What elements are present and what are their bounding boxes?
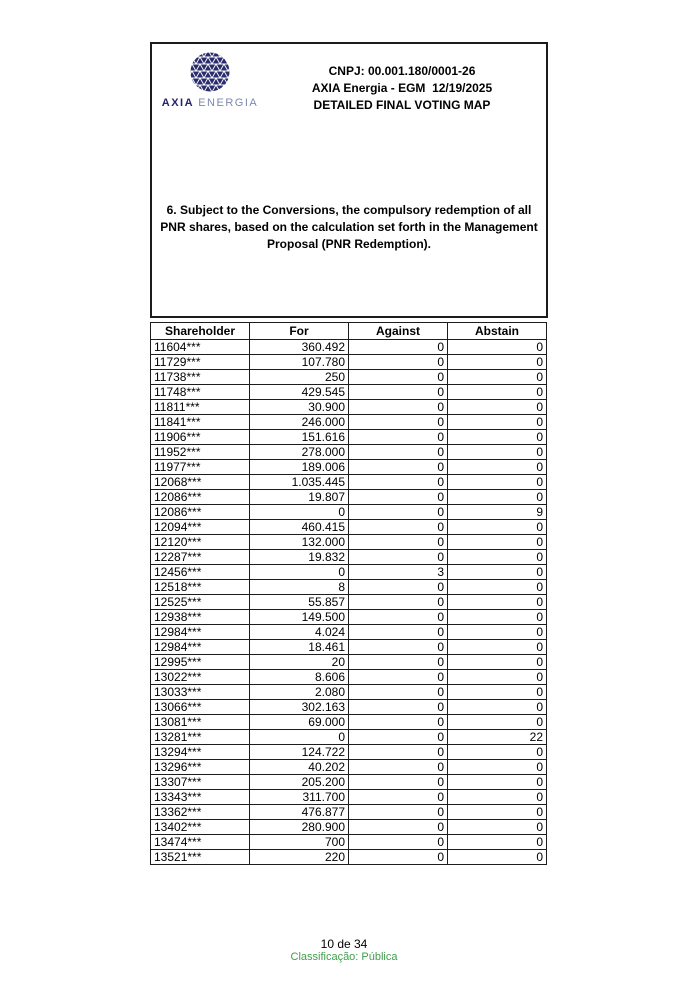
vote-count-cell: 30.900	[250, 400, 349, 415]
vote-count-cell: 0	[448, 340, 547, 355]
table-row	[151, 685, 547, 700]
sphere-logo-icon	[188, 50, 232, 94]
table-row	[151, 745, 547, 760]
table-row	[151, 520, 547, 535]
table-row	[151, 640, 547, 655]
vote-count-cell: 0	[349, 355, 448, 370]
vote-count-cell: 8	[250, 580, 349, 595]
vote-count-cell: 9	[448, 505, 547, 520]
vote-count-cell: 0	[349, 610, 448, 625]
vote-count-cell: 0	[448, 640, 547, 655]
table-row	[151, 475, 547, 490]
shareholder-cell: 11729***	[151, 355, 250, 370]
vote-count-cell: 0	[250, 505, 349, 520]
vote-count-cell: 280.900	[250, 820, 349, 835]
table-row	[151, 835, 547, 850]
vote-count-cell: 55.857	[250, 595, 349, 610]
table-row	[151, 355, 547, 370]
header-cnpj: CNPJ: 00.001.180/0001-26	[328, 64, 476, 78]
vote-count-cell: 0	[448, 565, 547, 580]
vote-count-cell: 132.000	[250, 535, 349, 550]
vote-count-cell: 0	[349, 640, 448, 655]
vote-count-cell: 22	[448, 730, 547, 745]
shareholder-cell: 12995***	[151, 655, 250, 670]
vote-count-cell: 0	[448, 805, 547, 820]
table-row	[151, 490, 547, 505]
shareholder-cell: 12287***	[151, 550, 250, 565]
table-row	[151, 415, 547, 430]
table-row	[151, 670, 547, 685]
vote-count-cell: 0	[349, 370, 448, 385]
vote-count-cell: 0	[349, 850, 448, 865]
vote-count-cell: 0	[349, 445, 448, 460]
shareholder-cell: 12984***	[151, 625, 250, 640]
vote-count-cell: 0	[349, 505, 448, 520]
vote-count-cell: 8.606	[250, 670, 349, 685]
shareholder-cell: 12094***	[151, 520, 250, 535]
table-row	[151, 340, 547, 355]
shareholder-cell: 11906***	[151, 430, 250, 445]
vote-count-cell: 40.202	[250, 760, 349, 775]
vote-count-cell: 0	[349, 805, 448, 820]
vote-count-cell: 0	[349, 820, 448, 835]
shareholder-cell: 13474***	[151, 835, 250, 850]
vote-count-cell: 0	[349, 760, 448, 775]
shareholder-cell: 11811***	[151, 400, 250, 415]
column-header: For	[250, 323, 349, 340]
vote-count-cell: 0	[349, 790, 448, 805]
table-row	[151, 505, 547, 520]
vote-count-cell: 0	[349, 715, 448, 730]
logo-word-secondary: ENERGIA	[198, 97, 259, 109]
voting-table-body	[151, 340, 547, 865]
table-header-row	[151, 323, 547, 340]
shareholder-cell: 13081***	[151, 715, 250, 730]
shareholder-cell: 11748***	[151, 385, 250, 400]
shareholder-cell: 13296***	[151, 760, 250, 775]
vote-count-cell: 0	[349, 415, 448, 430]
vote-count-cell: 0	[349, 460, 448, 475]
vote-count-cell: 0	[349, 670, 448, 685]
column-header: Shareholder	[151, 323, 250, 340]
vote-count-cell: 0	[349, 655, 448, 670]
vote-count-cell: 0	[349, 475, 448, 490]
vote-count-cell: 220	[250, 850, 349, 865]
shareholder-cell: 13066***	[151, 700, 250, 715]
vote-count-cell: 0	[448, 415, 547, 430]
shareholder-cell: 11952***	[151, 445, 250, 460]
shareholder-cell: 13281***	[151, 730, 250, 745]
vote-count-cell: 18.461	[250, 640, 349, 655]
table-row	[151, 625, 547, 640]
company-logo	[152, 44, 268, 109]
vote-count-cell: 0	[448, 460, 547, 475]
table-row	[151, 445, 547, 460]
table-row	[151, 700, 547, 715]
vote-count-cell: 429.545	[250, 385, 349, 400]
table-row	[151, 400, 547, 415]
table-row	[151, 790, 547, 805]
vote-count-cell: 302.163	[250, 700, 349, 715]
vote-count-cell: 189.006	[250, 460, 349, 475]
vote-count-cell: 0	[349, 685, 448, 700]
vote-count-cell: 0	[349, 400, 448, 415]
logo-wordmark	[152, 97, 268, 109]
table-row	[151, 430, 547, 445]
vote-count-cell: 0	[448, 820, 547, 835]
shareholder-cell: 12518***	[151, 580, 250, 595]
vote-count-cell: 0	[448, 400, 547, 415]
vote-count-cell: 0	[349, 700, 448, 715]
vote-count-cell: 0	[349, 775, 448, 790]
table-row	[151, 760, 547, 775]
vote-count-cell: 0	[448, 775, 547, 790]
vote-count-cell: 0	[448, 625, 547, 640]
vote-count-cell: 0	[448, 790, 547, 805]
shareholder-cell: 11738***	[151, 370, 250, 385]
vote-count-cell: 0	[349, 340, 448, 355]
table-row	[151, 715, 547, 730]
shareholder-cell: 12086***	[151, 490, 250, 505]
vote-count-cell: 0	[448, 430, 547, 445]
shareholder-cell: 13307***	[151, 775, 250, 790]
vote-count-cell: 0	[448, 355, 547, 370]
header-text-block	[268, 44, 546, 114]
header-row	[152, 44, 546, 114]
table-row	[151, 730, 547, 745]
vote-count-cell: 0	[448, 610, 547, 625]
shareholder-cell: 12086***	[151, 505, 250, 520]
vote-count-cell: 19.807	[250, 490, 349, 505]
vote-count-cell: 0	[448, 520, 547, 535]
logo-word-primary: AXIA	[161, 97, 194, 109]
table-row	[151, 820, 547, 835]
vote-count-cell: 0	[448, 850, 547, 865]
vote-count-cell: 0	[349, 745, 448, 760]
vote-count-cell: 4.024	[250, 625, 349, 640]
vote-count-cell: 0	[448, 715, 547, 730]
shareholder-cell: 12456***	[151, 565, 250, 580]
vote-count-cell: 0	[349, 835, 448, 850]
proposal-text: 6. Subject to the Conversions, the compulsory redemption of all PNR shares, based on the calculation set forth in the Management Proposal (PNR Redemption).	[160, 203, 538, 251]
shareholder-cell: 12984***	[151, 640, 250, 655]
shareholder-cell: 12120***	[151, 535, 250, 550]
vote-count-cell: 0	[349, 595, 448, 610]
shareholder-cell: 13033***	[151, 685, 250, 700]
table-row	[151, 565, 547, 580]
classification-label: Classificação: Pública	[290, 951, 398, 963]
vote-count-cell: 0	[349, 520, 448, 535]
table-row	[151, 535, 547, 550]
vote-count-cell: 311.700	[250, 790, 349, 805]
header-box	[150, 42, 548, 318]
vote-count-cell: 0	[448, 745, 547, 760]
vote-count-cell: 0	[448, 385, 547, 400]
vote-count-cell: 0	[349, 430, 448, 445]
table-row	[151, 850, 547, 865]
shareholder-cell: 13343***	[151, 790, 250, 805]
vote-count-cell: 1.035.445	[250, 475, 349, 490]
vote-count-cell: 0	[349, 580, 448, 595]
vote-count-cell: 0	[448, 700, 547, 715]
vote-count-cell: 205.200	[250, 775, 349, 790]
shareholder-cell: 13294***	[151, 745, 250, 760]
shareholder-cell: 13521***	[151, 850, 250, 865]
column-header: Against	[349, 323, 448, 340]
vote-count-cell: 700	[250, 835, 349, 850]
vote-count-cell: 0	[349, 730, 448, 745]
vote-count-cell: 20	[250, 655, 349, 670]
shareholder-cell: 13022***	[151, 670, 250, 685]
shareholder-cell: 12938***	[151, 610, 250, 625]
column-header: Abstain	[448, 323, 547, 340]
vote-count-cell: 0	[349, 490, 448, 505]
vote-count-cell: 151.616	[250, 430, 349, 445]
header-title: DETAILED FINAL VOTING MAP	[313, 98, 491, 112]
table-row	[151, 370, 547, 385]
vote-count-cell: 0	[349, 625, 448, 640]
vote-count-cell: 3	[349, 565, 448, 580]
table-row	[151, 460, 547, 475]
shareholder-cell: 11841***	[151, 415, 250, 430]
vote-count-cell: 0	[250, 565, 349, 580]
vote-count-cell: 0	[448, 580, 547, 595]
vote-count-cell: 0	[448, 595, 547, 610]
vote-count-cell: 0	[448, 655, 547, 670]
table-row	[151, 610, 547, 625]
vote-count-cell: 278.000	[250, 445, 349, 460]
vote-count-cell: 0	[250, 730, 349, 745]
vote-count-cell: 476.877	[250, 805, 349, 820]
vote-count-cell: 0	[448, 490, 547, 505]
shareholder-cell: 13402***	[151, 820, 250, 835]
shareholder-cell: 11977***	[151, 460, 250, 475]
shareholder-cell: 13362***	[151, 805, 250, 820]
vote-count-cell: 107.780	[250, 355, 349, 370]
vote-count-cell: 0	[448, 475, 547, 490]
vote-count-cell: 0	[349, 550, 448, 565]
vote-count-cell: 246.000	[250, 415, 349, 430]
vote-count-cell: 0	[448, 670, 547, 685]
header-meeting: AXIA Energia - EGM 12/19/2025	[311, 81, 493, 95]
vote-count-cell: 0	[448, 550, 547, 565]
table-row	[151, 655, 547, 670]
vote-count-cell: 69.000	[250, 715, 349, 730]
table-row	[151, 550, 547, 565]
page-number: 10 de 34	[320, 937, 368, 951]
vote-count-cell: 250	[250, 370, 349, 385]
vote-count-cell: 0	[448, 445, 547, 460]
vote-count-cell: 2.080	[250, 685, 349, 700]
table-row	[151, 595, 547, 610]
vote-count-cell: 124.722	[250, 745, 349, 760]
vote-count-cell: 460.415	[250, 520, 349, 535]
vote-count-cell: 19.832	[250, 550, 349, 565]
table-row	[151, 580, 547, 595]
vote-count-cell: 0	[448, 370, 547, 385]
vote-count-cell: 0	[448, 685, 547, 700]
vote-count-cell: 0	[349, 535, 448, 550]
shareholder-cell: 12068***	[151, 475, 250, 490]
table-row	[151, 805, 547, 820]
table-row	[151, 775, 547, 790]
vote-count-cell: 0	[349, 385, 448, 400]
shareholder-cell: 11604***	[151, 340, 250, 355]
vote-count-cell: 360.492	[250, 340, 349, 355]
shareholder-cell: 12525***	[151, 595, 250, 610]
voting-table	[150, 322, 547, 865]
vote-count-cell: 0	[448, 760, 547, 775]
table-row	[151, 385, 547, 400]
vote-count-cell: 0	[448, 535, 547, 550]
vote-count-cell: 149.500	[250, 610, 349, 625]
vote-count-cell: 0	[448, 835, 547, 850]
